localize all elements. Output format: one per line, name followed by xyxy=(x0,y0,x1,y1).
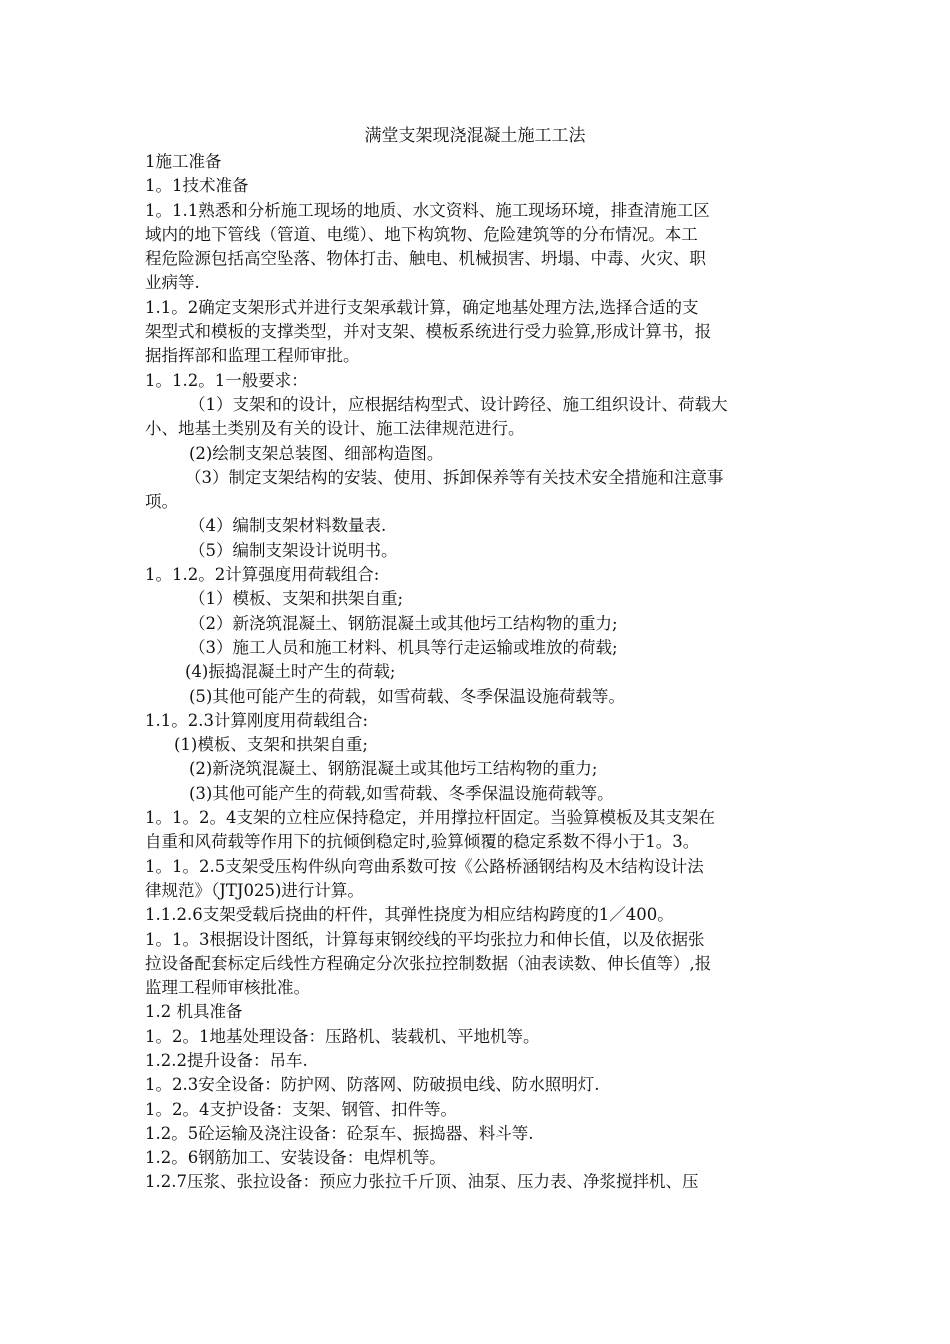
paragraph-line: 1。1.1熟悉和分析施工现场的地质、水文资料、施工现场环境，排查清施工区 xyxy=(145,200,710,220)
document-title: 满堂支架现浇混凝土施工工法 xyxy=(364,126,586,146)
list-item: （5）编制支架设计说明书。 xyxy=(189,540,398,560)
list-item: (4)振捣混凝土时产生的荷载; xyxy=(185,662,396,682)
paragraph-line: 1.1。2.3计算刚度用荷载组合: xyxy=(145,710,369,730)
paragraph-line: 监理工程师审核批准。 xyxy=(145,978,310,998)
paragraph-line: 律规范》（JTJ025)进行计算。 xyxy=(145,880,364,900)
list-item: （4）编制支架材料数量表. xyxy=(189,516,387,536)
list-item: (1)模板、支架和拱架自重; xyxy=(174,735,368,755)
paragraph-line: 1。1。3根据设计图纸，计算每束钢绞线的平均张拉力和伸长值，以及依据张 xyxy=(145,929,705,949)
paragraph-line: 1.1.2.6支架受载后挠曲的杆件，其弹性挠度为相应结构跨度的1／400。 xyxy=(145,905,674,925)
paragraph-line: 1.2。5砼运输及浇注设备：砼泵车、振捣器、料斗等. xyxy=(145,1123,534,1143)
paragraph-line: 项。 xyxy=(145,492,178,512)
paragraph-line: 1。1。2.5支架受压构件纵向弯曲系数可按《公路桥涵钢结构及木结构设计法 xyxy=(145,856,704,876)
paragraph-line: 拉设备配套标定后线性方程确定分次张拉控制数据（油表读数、伸长值等）,报 xyxy=(145,953,712,973)
paragraph-line: 域内的地下管线（管道、电缆）、地下构筑物、危险建筑等的分布情况。本工 xyxy=(145,224,698,244)
paragraph-line: 架型式和模板的支撑类型，并对支架、模板系统进行受力验算,形成计算书，报 xyxy=(145,322,712,342)
list-item: (3)其他可能产生的荷载,如雪荷载、冬季保温设施荷载等。 xyxy=(189,783,614,803)
list-item: (2)绘制支架总装图、细部构造图。 xyxy=(189,443,444,463)
paragraph-line: 自重和风荷载等作用下的抗倾倒稳定时,验算倾覆的稳定系数不得小于1。3。 xyxy=(145,832,700,852)
paragraph-line: 程危险源包括高空坠落、物体打击、触电、机械损害、坍塌、中毒、火灾、职 xyxy=(145,249,706,269)
paragraph-line: 1。1.2。2计算强度用荷载组合: xyxy=(145,565,380,585)
list-item: (2)新浇筑混凝土、钢筋混凝土或其他圬工结构物的重力; xyxy=(189,759,598,779)
list-item: （2）新浇筑混凝土、钢筋混凝土或其他圬工结构物的重力; xyxy=(189,613,618,633)
paragraph-line: 1.2.7压浆、张拉设备：预应力张拉千斤顶、油泵、压力表、净浆搅拌机、压 xyxy=(145,1172,699,1192)
list-item: （1）模板、支架和拱架自重; xyxy=(189,589,404,609)
section-heading: 1施工准备 xyxy=(145,152,222,171)
paragraph-line: 1。1。2。4支架的立柱应保持稳定，并用撑拉杆固定。当验算模板及其支架在 xyxy=(145,808,715,828)
paragraph-line: 1。1.2。1一般要求： xyxy=(145,370,308,390)
subsection-heading: 1.2 机具准备 xyxy=(145,1002,243,1022)
paragraph-line: 据指挥部和监理工程师审批。 xyxy=(145,346,360,366)
paragraph-line: 1.1。2确定支架形式并进行支架承载计算，确定地基处理方法,选择合适的支 xyxy=(145,297,699,317)
list-item: （3）施工人员和施工材料、机具等行走运输或堆放的荷载; xyxy=(189,637,618,657)
paragraph-line: 小、地基土类别及有关的设计、施工法律规范进行。 xyxy=(145,419,525,439)
paragraph-line: 1。2。1地基处理设备：压路机、装载机、平地机等。 xyxy=(145,1026,540,1046)
paragraph-line: 1。2。4支护设备：支架、钢管、扣件等。 xyxy=(145,1099,457,1119)
list-item: （1）支架和的设计，应根据结构型式、设计跨径、施工组织设计、荷载大 xyxy=(189,394,728,414)
paragraph-line: 1。2.3安全设备：防护网、防落网、防破损电线、防水照明灯. xyxy=(145,1075,600,1095)
paragraph-line: 业病等. xyxy=(145,273,200,293)
list-item: （3）制定支架结构的安装、使用、拆卸保养等有关技术安全措施和注意事 xyxy=(185,467,724,487)
subsection-heading: 1。1技术准备 xyxy=(145,176,249,196)
paragraph-line: 1.2。6钢筋加工、安装设备：电焊机等。 xyxy=(145,1148,446,1168)
paragraph-line: 1.2.2提升设备：吊车. xyxy=(145,1050,308,1070)
document-body xyxy=(145,150,805,1195)
list-item: (5)其他可能产生的荷载，如雪荷载、冬季保温设施荷载等。 xyxy=(189,686,625,706)
